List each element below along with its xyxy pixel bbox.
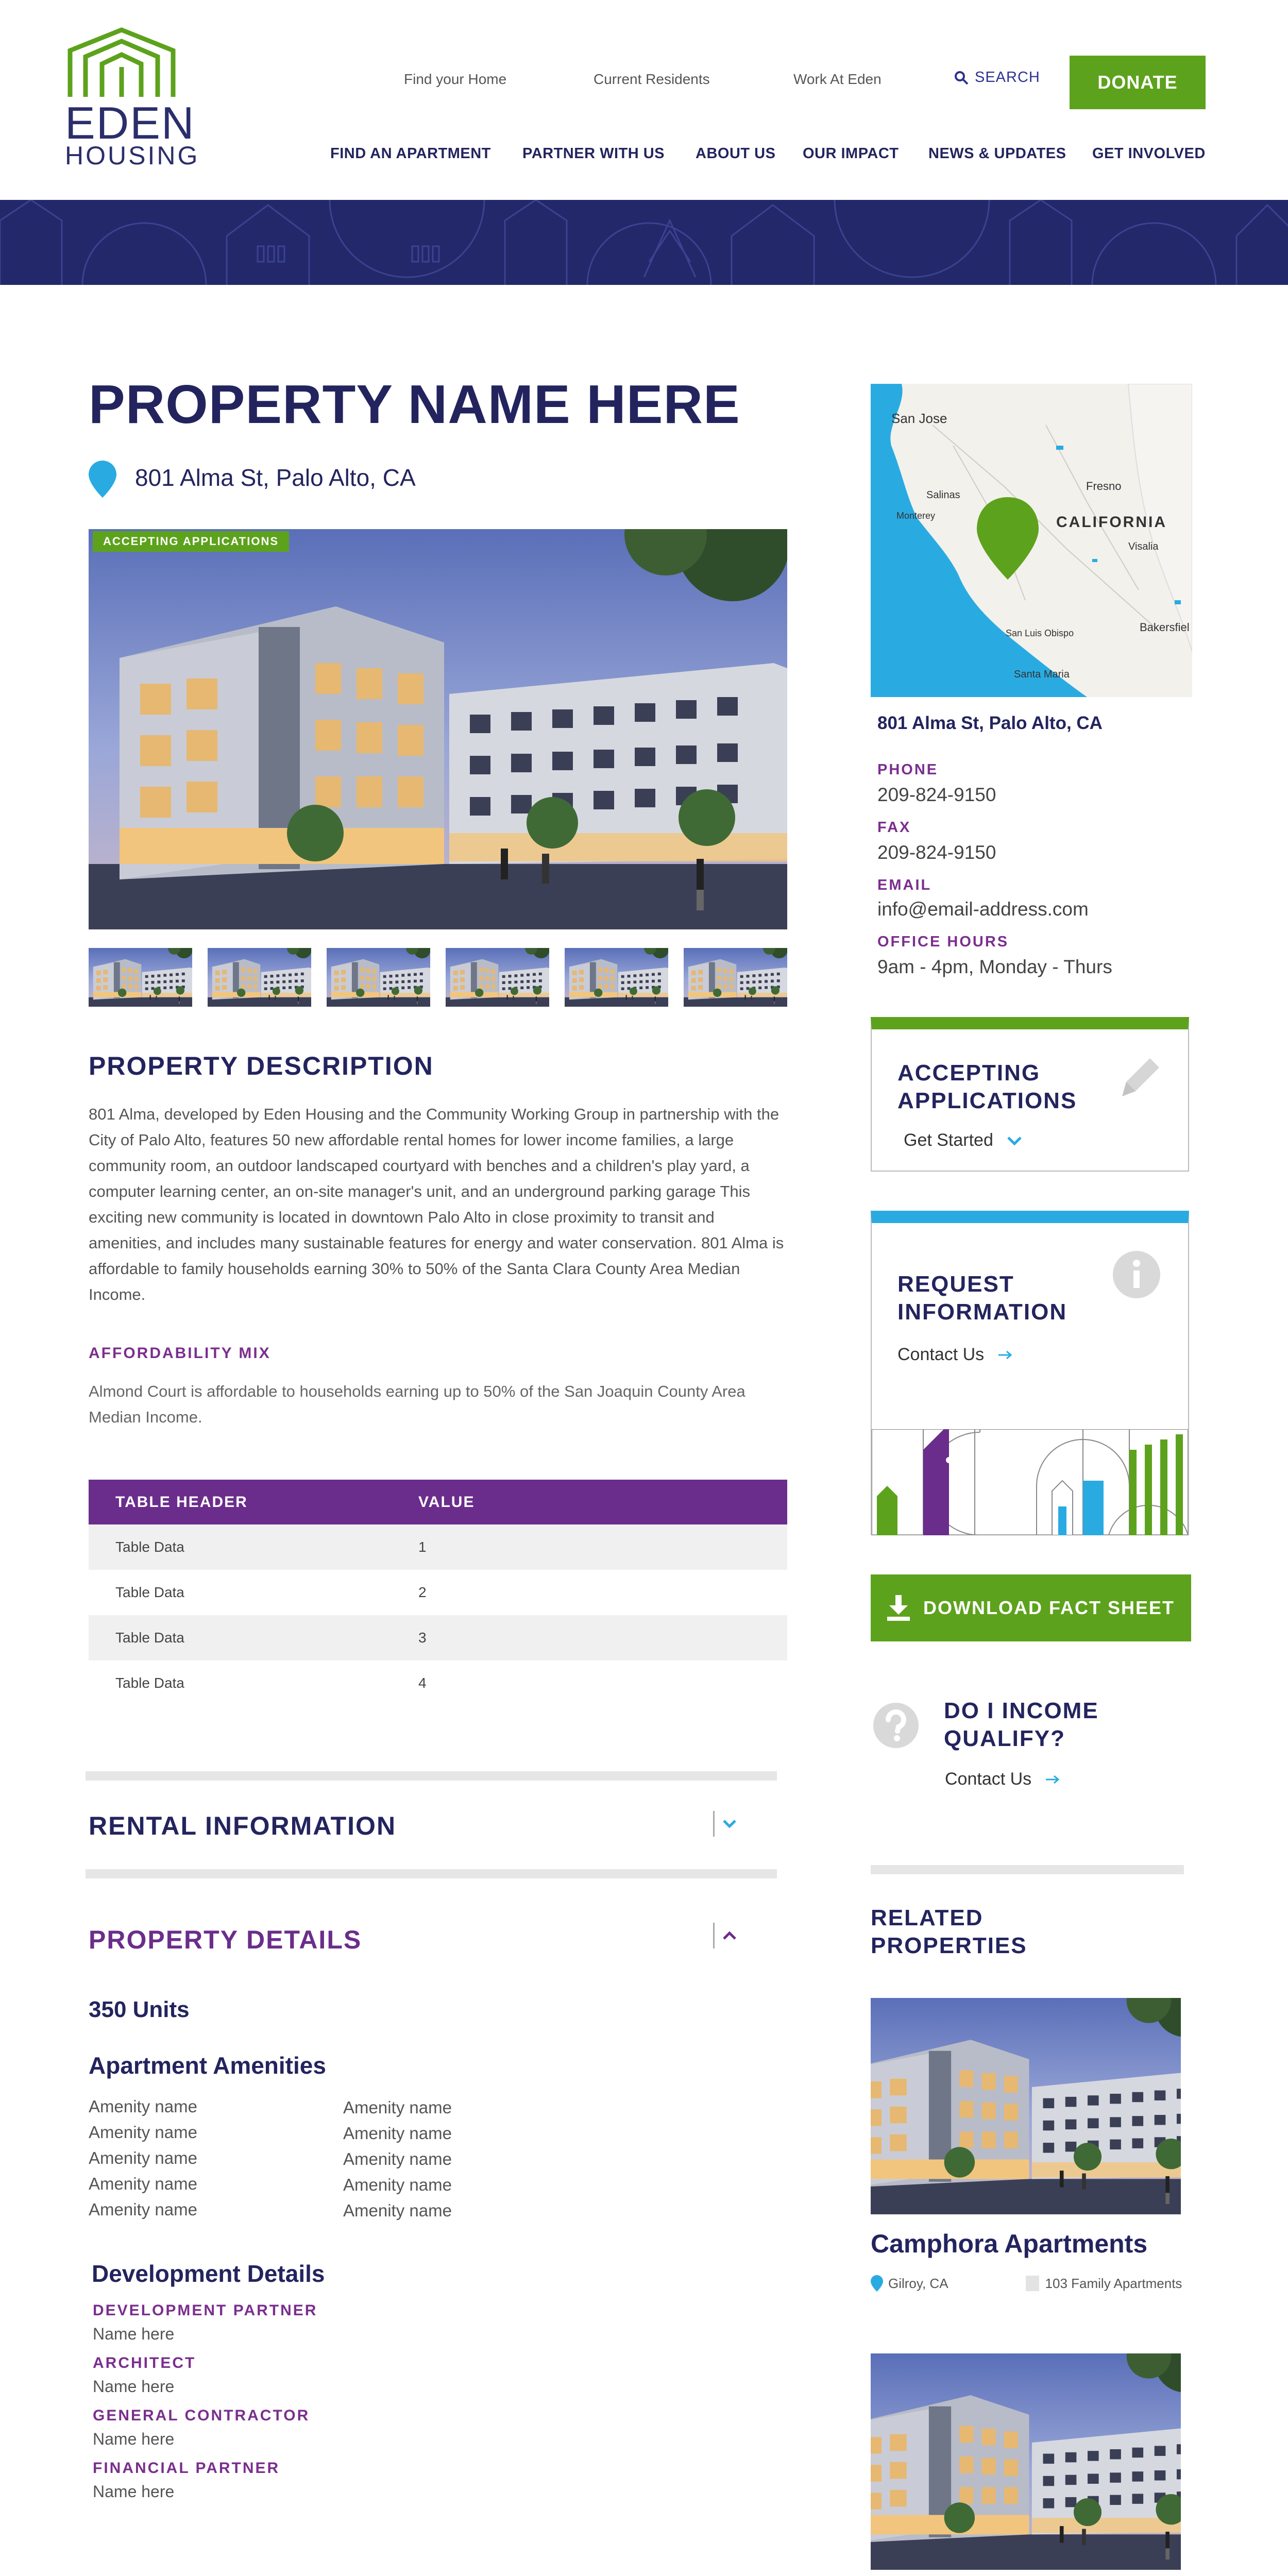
email-value[interactable]: info@email-address.com [877, 899, 1089, 920]
get-started-label: Get Started [904, 1130, 993, 1150]
related-property-location: Gilroy, CA [888, 2275, 948, 2291]
header-pattern-band [0, 200, 1288, 285]
download-icon [887, 1595, 910, 1621]
chevron-down-icon [1007, 1136, 1022, 1146]
donate-button[interactable]: DONATE [1070, 56, 1206, 109]
search-label: SEARCH [975, 69, 1040, 86]
architect-value: Name here [93, 2377, 175, 2396]
table-cell: 4 [418, 1675, 427, 1691]
pencil-icon [1112, 1050, 1163, 1101]
table-header-cell: VALUE [418, 1493, 475, 1511]
logo-subname: HOUSING [65, 141, 200, 170]
question-icon [873, 1702, 919, 1749]
amenity-item: Amenity name [343, 2098, 452, 2117]
map-label: Visalia [1128, 541, 1159, 552]
building-icon [1026, 2276, 1039, 2291]
property-details-accordion[interactable]: PROPERTY DETAILS [89, 1925, 362, 1954]
email-label: EMAIL [877, 877, 932, 893]
contact-us-label: Contact Us [897, 1345, 985, 1364]
amenities-heading: Apartment Amenities [89, 2052, 326, 2079]
financial-partner-value: Name here [93, 2482, 175, 2501]
map-label: San Jose [891, 411, 947, 426]
table-row [89, 1660, 787, 1706]
related-heading-line: RELATED [871, 1905, 984, 1930]
logo-name: EDEN [65, 97, 195, 148]
section-divider [871, 1865, 1184, 1874]
nav-get-involved[interactable]: GET INVOLVED [1092, 145, 1206, 162]
general-contractor-label: GENERAL CONTRACTOR [93, 2407, 310, 2424]
gallery-thumbnail[interactable] [446, 948, 549, 1007]
related-heading-line: PROPERTIES [871, 1933, 1027, 1958]
section-divider [86, 1771, 777, 1781]
map-label: Fresno [1086, 480, 1122, 493]
table-cell: 1 [418, 1539, 427, 1555]
util-nav-current-residents[interactable]: Current Residents [594, 71, 710, 87]
request-contact-link[interactable] [897, 1345, 1013, 1365]
table-header-row [89, 1480, 787, 1524]
eden-housing-logo[interactable] [65, 25, 200, 170]
related-property-image[interactable] [871, 1998, 1181, 2214]
qualify-contact-link[interactable] [945, 1769, 1060, 1789]
util-nav-find-home[interactable]: Find your Home [404, 71, 507, 87]
nav-about-us[interactable]: ABOUT US [696, 145, 776, 162]
request-information-card[interactable] [871, 1211, 1189, 1535]
gallery-thumbnail[interactable] [565, 948, 668, 1007]
table-cell: Table Data [115, 1630, 184, 1646]
related-property-name[interactable]: Camphora Apartments [871, 2229, 1148, 2258]
gallery-thumbnail[interactable] [89, 948, 192, 1007]
apply-card-title-line: APPLICATIONS [897, 1088, 1077, 1113]
affordability-text: Almond Court is affordable to households earning up to 50% of the San Joaquin County Area Median Income. [89, 1382, 745, 1426]
income-qualify-title-line: QUALIFY? [944, 1726, 1065, 1751]
phone-value[interactable]: 209-824-9150 [877, 784, 996, 805]
nav-news-updates[interactable]: NEWS & UPDATES [928, 145, 1066, 162]
sidebar-address: 801 Alma St, Palo Alto, CA [877, 713, 1103, 733]
table-cell: Table Data [115, 1584, 184, 1600]
apply-card-title [897, 1059, 1077, 1115]
development-partner-label: DEVELOPMENT PARTNER [93, 2302, 318, 2319]
details-accordion-toggle[interactable] [713, 1923, 744, 1948]
property-description: 801 Alma, developed by Eden Housing and the Community Working Group in partnership with the City of Palo Alto, features 50 new affordable rental homes for lower income families, a large community room, an outdoor landscaped courtyard with benches and a children's play yard, a computer learning center, an on-site manager's unit, and an underground parking garage This exciting new community is located in downtown Palo Alto in close proximity to transit and amenities, and includes many sustainable features for energy and water conservation. 801 Alma is affordable to family households earning 30% to 50% of the Santa Clara County Area Median Income. [89, 1105, 784, 1303]
decorative-pattern [0, 200, 1288, 285]
table-cell: Table Data [115, 1539, 184, 1555]
amenities-column-1 [89, 2094, 197, 2223]
gallery-thumbnails [89, 948, 787, 1007]
get-started-link[interactable] [904, 1130, 1022, 1150]
general-contractor-value: Name here [93, 2430, 175, 2448]
property-address: 801 Alma St, Palo Alto, CA [135, 464, 416, 491]
map-label: San Luis Obispo [1006, 628, 1074, 638]
related-property-units: 103 Family Apartments [1045, 2275, 1182, 2291]
amenity-item: Amenity name [89, 2148, 197, 2167]
request-card-title-line: REQUEST [897, 1272, 1014, 1297]
gallery-thumbnail[interactable] [684, 948, 787, 1007]
arrow-right-icon [997, 1350, 1013, 1360]
fax-value: 209-824-9150 [877, 842, 996, 863]
property-title: PROPERTY NAME HERE [89, 374, 740, 435]
phone-label: PHONE [877, 761, 939, 778]
house-logo-icon [65, 25, 178, 102]
office-hours-label: OFFICE HOURS [877, 934, 1009, 950]
card-pattern-illustration [872, 1429, 1188, 1535]
accepting-applications-badge: ACCEPTING APPLICATIONS [93, 531, 289, 552]
income-qualify-title [944, 1697, 1099, 1753]
affordability-heading: AFFORDABILITY MIX [89, 1345, 271, 1362]
amenity-item: Amenity name [343, 2201, 452, 2220]
income-qualify-title-line: DO I INCOME [944, 1698, 1099, 1723]
util-nav-work-at-eden[interactable]: Work At Eden [793, 71, 882, 87]
map-label: Monterey [896, 511, 936, 521]
amenity-item: Amenity name [343, 2124, 452, 2143]
info-icon [1112, 1250, 1161, 1299]
financial-partner-label: FINANCIAL PARTNER [93, 2460, 280, 2477]
search-button[interactable] [954, 69, 1040, 86]
map-label: CALIFORNIA [1056, 514, 1167, 531]
related-properties-heading [871, 1904, 1027, 1960]
related-property-meta [871, 2275, 1182, 2292]
apply-card-title-line: ACCEPTING [897, 1060, 1041, 1086]
table-cell: 3 [418, 1630, 427, 1646]
nav-partner-with-us[interactable]: PARTNER WITH US [522, 145, 665, 162]
amenity-item: Amenity name [89, 2123, 197, 2142]
table-cell: 2 [418, 1584, 427, 1600]
amenity-item: Amenity name [343, 2149, 452, 2168]
chevron-up-icon [722, 1930, 737, 1941]
map-label: Bakersfiel [1140, 621, 1190, 634]
download-fact-sheet-label: DOWNLOAD FACT SHEET [923, 1597, 1175, 1618]
amenity-item: Amenity name [89, 2097, 197, 2116]
amenities-column-2 [343, 2095, 452, 2224]
gallery-thumbnail[interactable] [208, 948, 311, 1007]
section-divider [86, 1869, 777, 1878]
related-property-image[interactable] [871, 2353, 1181, 2570]
development-partner-value: Name here [93, 2325, 175, 2343]
rental-information-accordion[interactable]: RENTAL INFORMATION [89, 1811, 397, 1840]
arrow-right-icon [1045, 1774, 1060, 1785]
map-pin-icon [89, 461, 116, 500]
description-heading: PROPERTY DESCRIPTION [89, 1052, 434, 1080]
nav-find-apartment[interactable]: FIND AN APARTMENT [330, 145, 491, 162]
office-hours-value: 9am - 4pm, Monday - Thurs [877, 956, 1112, 977]
nav-our-impact[interactable]: OUR IMPACT [803, 145, 899, 162]
map-pin-icon [871, 2275, 883, 2292]
table-row [89, 1615, 787, 1660]
table-row [89, 1570, 787, 1615]
table-cell: Table Data [115, 1675, 184, 1691]
map-label: Salinas [926, 489, 960, 501]
location-map[interactable] [871, 384, 1192, 697]
map-label: Santa Maria [1014, 669, 1070, 680]
rental-accordion-toggle[interactable] [713, 1811, 744, 1837]
download-fact-sheet-button[interactable] [871, 1574, 1191, 1641]
data-table [89, 1480, 787, 1706]
contact-us-label: Contact Us [945, 1769, 1032, 1789]
fax-label: FAX [877, 819, 911, 836]
accepting-applications-card[interactable] [871, 1017, 1189, 1172]
table-row [89, 1524, 787, 1570]
amenity-item: Amenity name [89, 2174, 197, 2193]
unit-count: 350 Units [89, 1997, 190, 2022]
hero-image[interactable] [89, 529, 787, 929]
gallery-thumbnail[interactable] [327, 948, 430, 1007]
architect-label: ARCHITECT [93, 2354, 196, 2371]
chevron-down-icon [722, 1819, 737, 1829]
request-card-title [897, 1270, 1067, 1326]
amenity-item: Amenity name [343, 2175, 452, 2194]
search-icon [954, 71, 969, 85]
request-card-title-line: INFORMATION [897, 1299, 1067, 1325]
amenity-item: Amenity name [89, 2200, 197, 2219]
site-header [0, 0, 1288, 200]
table-header-cell: TABLE HEADER [115, 1493, 248, 1511]
development-heading: Development Details [92, 2260, 325, 2287]
